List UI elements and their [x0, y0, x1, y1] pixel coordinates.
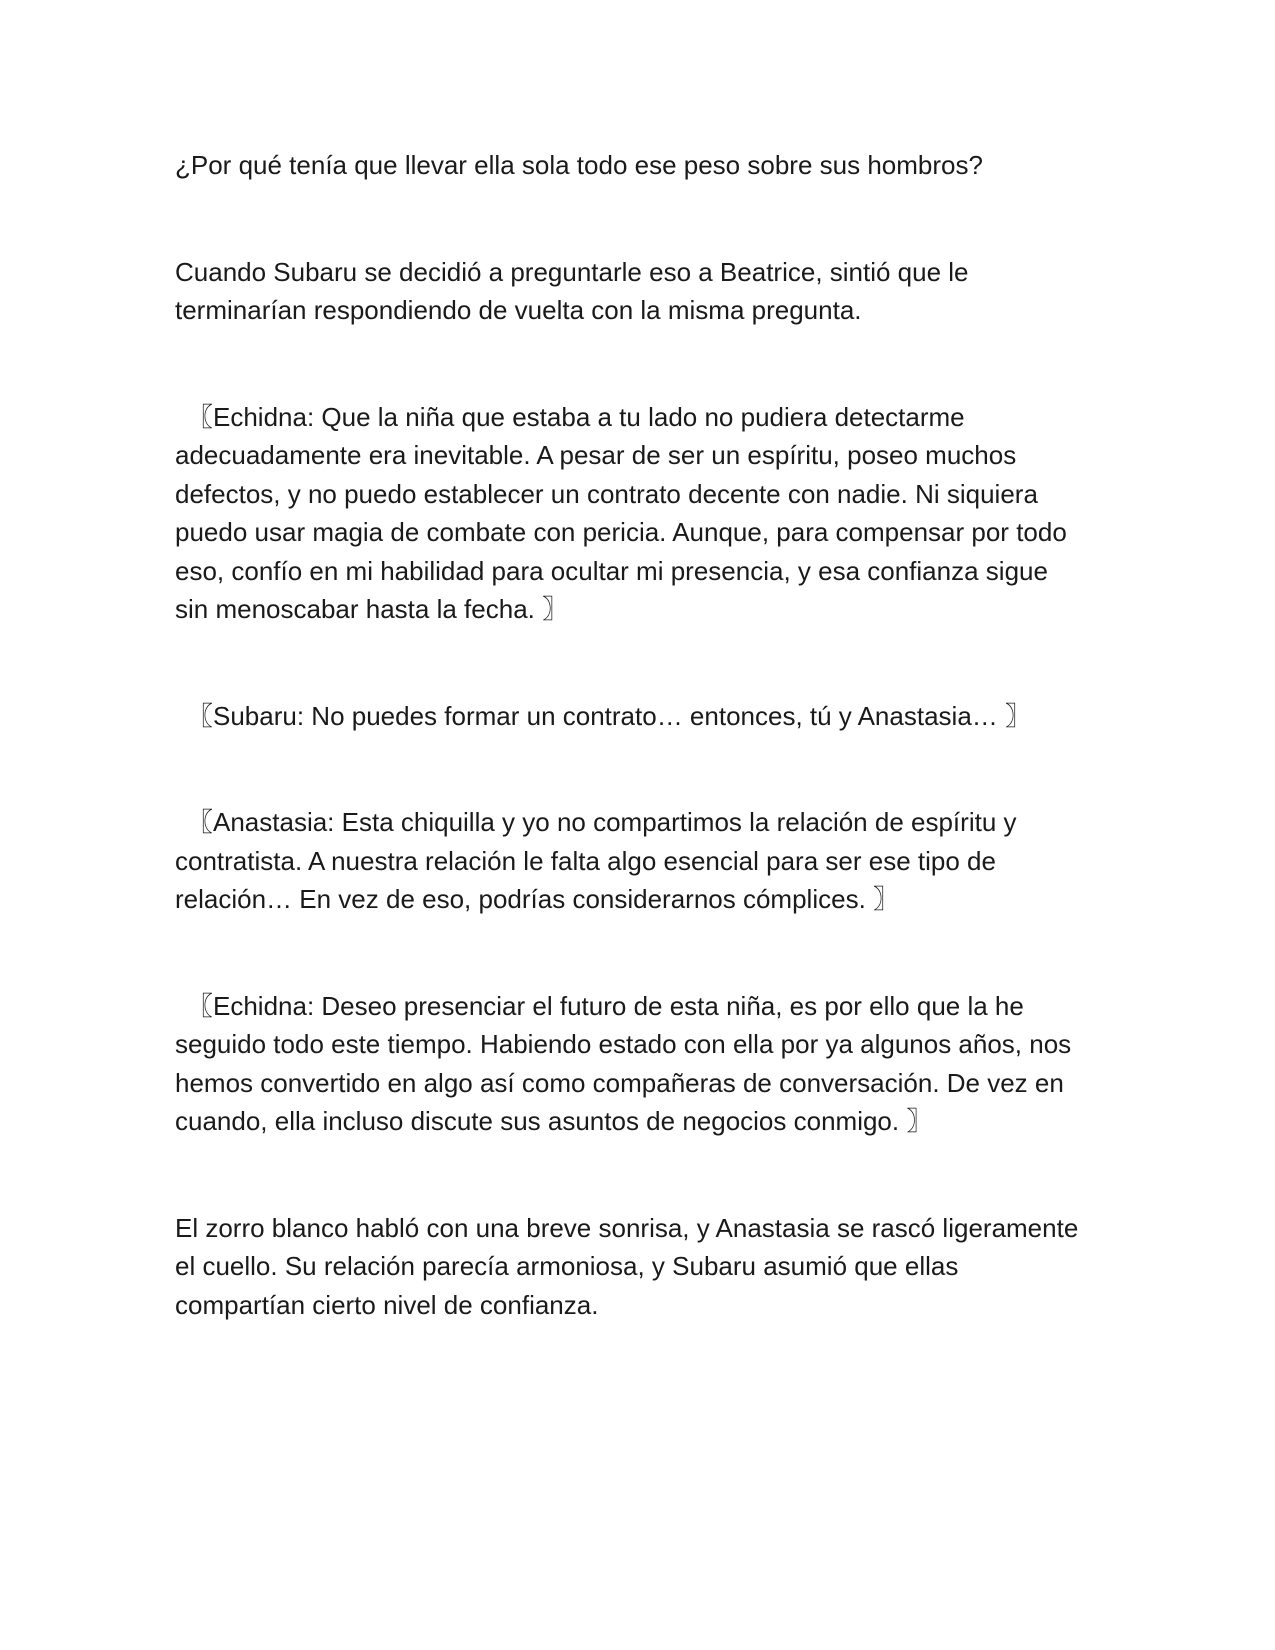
text-line: defectos, y no puedo establecer un contrato decente con nadie. Ni siquiera: [175, 478, 1038, 509]
text-line: seguido todo este tiempo. Habiendo estado con ella por ya algunos años, nos: [175, 1029, 1072, 1059]
paragraph-narration-fox: [175, 1209, 1095, 1325]
text-line: relación… En vez de eso, podrías considerarnos cómplices. 〗: [175, 884, 900, 914]
text-line: el cuello. Su relación parecía armoniosa, y Subaru asumió que ellas: [175, 1251, 959, 1281]
paragraph-question: [175, 146, 1095, 185]
document-body: [175, 146, 1095, 1324]
paragraph-dialogue-subaru: [175, 697, 1095, 736]
text-line: puedo usar magia de combate con pericia. Aunque, para compensar por todo: [175, 517, 1067, 547]
text-line: 〖Echidna: Deseo presenciar el futuro de esta niña, es por ello que la he: [187, 990, 1024, 1021]
text-line: adecuadamente era inevitable. A pesar de ser un espíritu, poseo muchos: [175, 440, 1017, 470]
text-line: 〖Echidna: Que la niña que estaba a tu lado no pudiera detectarme: [187, 401, 965, 432]
text-line: terminarían respondiendo de vuelta con la misma pregunta.: [175, 295, 862, 325]
paragraph-dialogue-echidna-2: [175, 987, 1095, 1141]
text-line: cuando, ella incluso discute sus asuntos de negocios conmigo. 〗: [175, 1106, 933, 1136]
text-line: contratista. A nuestra relación le falta algo esencial para ser ese tipo de: [175, 845, 996, 876]
paragraph-narration-subaru: [175, 253, 1095, 330]
text-line: El zorro blanco habló con una breve sonrisa, y Anastasia se rascó ligeramente: [175, 1212, 1079, 1243]
text-line: Cuando Subaru se decidió a preguntarle eso a Beatrice, sintió que le: [175, 256, 969, 287]
text-line: ¿Por qué tenía que llevar ella sola todo ese peso sobre sus hombros?: [175, 150, 983, 180]
text-line: 〖Anastasia: Esta chiquilla y yo no compartimos la relación de espíritu y: [187, 807, 1017, 837]
paragraph-dialogue-echidna-1: [175, 398, 1095, 629]
text-line: eso, confío en mi habilidad para ocultar mi presencia, y esa confianza sigue: [175, 555, 1048, 586]
paragraph-dialogue-anastasia: [175, 803, 1095, 919]
text-line: 〖Subaru: No puedes formar un contrato… entonces, tú y Anastasia… 〗: [187, 700, 1031, 731]
text-line: hemos convertido en algo así como compañeras de conversación. De vez en: [175, 1067, 1064, 1098]
text-line: sin menoscabar hasta la fecha. 〗: [175, 594, 569, 624]
text-line: compartían cierto nivel de confianza.: [175, 1289, 599, 1320]
